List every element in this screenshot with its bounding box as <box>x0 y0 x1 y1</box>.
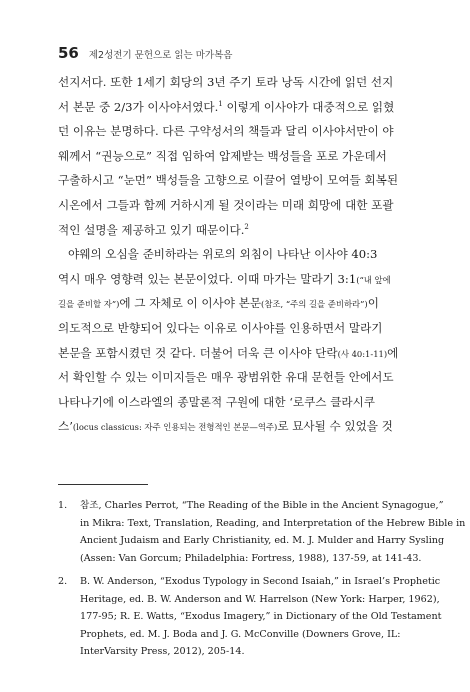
footnote-divider <box>58 484 148 485</box>
footnote-ref-1: 1 <box>218 99 223 108</box>
body-line: 스’(locus classicus: 자주 인용되는 전형적인 본문—역주)로 묘사될 수 있었을 것 <box>58 419 393 434</box>
footnote-2 <box>58 573 442 661</box>
body-line: 구출하시고 “눈먼” 백성들을 고향으로 이끌어 열방이 모여들 회복된 <box>58 173 399 188</box>
footnote-line: (Assen: Van Gorcum; Philadelphia: Fortress, 1988), 137-59, at 141-43. <box>80 552 422 564</box>
footnotes <box>58 497 466 667</box>
footnote-1 <box>58 497 466 567</box>
body-line: 서 본문 중 2/3가 이사야서였다.$^1$ 이렇게 이사야가 대중적으로 읽혔 <box>58 99 395 114</box>
body-line: 던 이유는 분명하다. 다른 구약성서의 책들과 달리 이사야서만이 야 <box>58 124 394 139</box>
footnote-number: 1. <box>58 500 68 511</box>
footnote-line: B. W. Anderson, “Exodus Typology in Second Isaiah,” in Israel’s Prophetic <box>80 576 441 587</box>
page-header <box>58 44 232 62</box>
body-line: 의도적으로 반향되어 있다는 이유로 이사야를 인용하면서 말라기 <box>58 320 383 335</box>
page-number: 56 <box>58 44 79 62</box>
running-title: 제2성전기 문헌으로 읽는 마가복음 <box>88 50 233 61</box>
footnote-line: in Mikra: Text, Translation, Reading, and Interpretation of the Hebrew Bible in <box>80 517 466 529</box>
body-line: 나타나기에 이스라엘의 종말론적 구원에 대한 ‘로쿠스 클라시쿠 <box>58 394 375 409</box>
body-line: 시온에서 그들과 함께 거하시게 될 것이라는 미래 희망에 대한 포괄 <box>58 197 394 212</box>
body-line: 역시 매우 영향력 있는 본문이었다. 이때 마가는 말라기 3:1(“내 앞에 <box>58 271 391 286</box>
body-line: 길을 준비할 자”)에 그 자체로 이 이사야 본문(참조, “주의 길을 준비하라”)이 <box>58 296 379 311</box>
footnote-line: Heritage, ed. B. W. Anderson and W. Harrelson (New York: Harper, 1962), <box>80 593 440 605</box>
body-line: 서 확인할 수 있는 이미지들은 매우 광범위한 유대 문헌들 안에서도 <box>58 370 394 385</box>
body-text <box>58 70 418 439</box>
body-line: 본문을 포함시켰던 것 같다. 더불어 더욱 큰 이사야 단락(사 40:1-11)에 <box>58 345 399 360</box>
footnote-line: 참조, Charles Perrot, “The Reading of the Bible in the Ancient Synagogue,” <box>80 500 444 511</box>
footnote-line: 177-95; R. E. Watts, “Exodus Imagery,” in Dictionary of the Old Testament <box>80 611 442 622</box>
footnote-line: Prophets, ed. M. J. Boda and J. G. McConville (Downers Grove, IL: <box>80 628 401 640</box>
body-line: 웨께서 “권능으로” 직접 임하여 압제받는 백성들을 포로 가운데서 <box>58 148 387 163</box>
footnote-line: Ancient Judaism and Early Christianity, ed. M. J. Mulder and Harry Sysling <box>80 535 445 546</box>
body-line: 선지서다. 또한 1세기 회당의 3년 주기 토라 낭독 시간에 읽던 선지 <box>58 75 394 89</box>
footnote-ref-2: 2 <box>244 222 249 231</box>
footnote-number: 2. <box>58 576 68 587</box>
footnote-line: InterVarsity Press, 2012), 205-14. <box>80 646 245 657</box>
body-line: 적인 설명을 제공하고 있기 때문이다.$^2$ <box>58 222 249 237</box>
body-line: 야웨의 오심을 준비하라는 위로의 외침이 나타난 이사야 40:3 <box>68 247 378 262</box>
